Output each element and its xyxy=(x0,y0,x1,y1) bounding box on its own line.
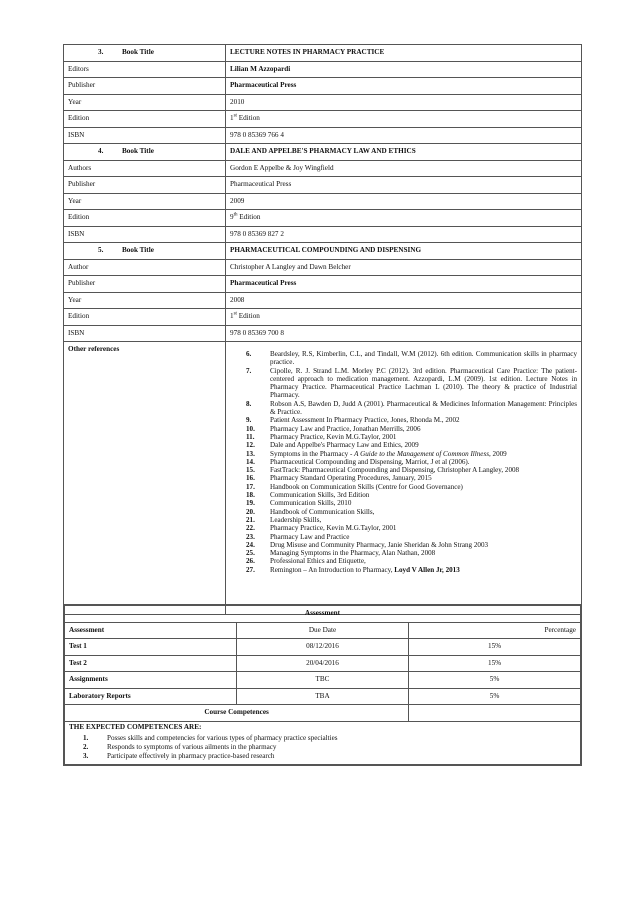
book-detail-label: ISBN xyxy=(64,226,226,243)
book-title-label: Book Title xyxy=(122,147,154,155)
reference-text: Dale and Appelbe's Pharmacy Law and Ethics, 2009 xyxy=(270,441,419,450)
reference-item xyxy=(230,416,577,424)
reference-item xyxy=(230,566,577,574)
reference-item xyxy=(230,524,577,532)
assessment-title: Assessment xyxy=(64,605,581,622)
competences-list xyxy=(69,734,576,761)
reference-number: 27. xyxy=(246,565,255,574)
assessment-row xyxy=(64,688,581,705)
competence-item xyxy=(69,743,576,752)
book-detail-value: Pharmaceutical Press xyxy=(226,177,582,194)
reference-text: Leadership Skills, xyxy=(270,515,322,524)
book-detail-value: Pharmaceutical Press xyxy=(226,276,582,293)
book-detail-row xyxy=(64,193,582,210)
reference-text: Pharmacy Practice, Kevin M.G.Taylor, 2001 xyxy=(270,432,397,441)
reference-item xyxy=(230,400,577,417)
reference-text: Pharmacy Law and Practice, Jonathan Merrills, 2006 xyxy=(270,424,421,433)
reference-italic-title: A Guide to the Management of Common Illness xyxy=(354,449,489,458)
competence-text: Responds to symptoms of various ailments in the pharmacy xyxy=(107,742,277,751)
reference-bold-text: Loyd V Allen Jr, 2013 xyxy=(394,565,460,574)
book-detail-value: 2009 xyxy=(226,193,582,210)
reference-item xyxy=(230,549,577,557)
competence-number: 3. xyxy=(83,751,89,760)
reference-item xyxy=(230,450,577,458)
reference-text: Communication Skills, 3rd Edition xyxy=(270,491,370,500)
reference-text: Pharmacy Law and Practice xyxy=(270,532,350,541)
reference-text-end: , 2009 xyxy=(488,449,507,458)
reference-text: Pharmaceutical Compounding and Dispensing, Marriot, J et al (2006). xyxy=(270,457,470,466)
assessment-header-row xyxy=(64,622,581,639)
reference-text: Robson A.S, Bawden D, Judd A (2001). Pharmaceutical & Medicines Information Management: Principles & Practice. xyxy=(270,399,577,417)
book-detail-label: Publisher xyxy=(64,177,226,194)
assessment-due-date: TBA xyxy=(236,688,408,705)
book-number: 4. xyxy=(98,147,104,155)
edition-text: Edition xyxy=(236,114,260,122)
assessment-percentage: 5% xyxy=(409,688,581,705)
reference-item xyxy=(230,433,577,441)
reference-number: 9. xyxy=(246,416,252,425)
book-detail-value: 2010 xyxy=(226,94,582,111)
reference-number: 13. xyxy=(246,449,255,458)
reference-number: 6. xyxy=(246,350,252,358)
assessment-percentage: 15% xyxy=(409,655,581,672)
competences-body xyxy=(64,721,581,765)
reference-text: Communication Skills, 2010 xyxy=(270,499,352,508)
book-detail-label: Year xyxy=(64,292,226,309)
edition-number: 1 xyxy=(230,312,234,320)
competence-text: Posses skills and competencies for various types of pharmacy practice specialties xyxy=(107,733,338,742)
book-detail-row xyxy=(64,61,582,78)
book-title-row xyxy=(64,45,582,62)
reference-number: 14. xyxy=(246,457,255,466)
reference-item xyxy=(230,516,577,524)
reference-number: 12. xyxy=(246,441,255,450)
book-detail-label: Publisher xyxy=(64,276,226,293)
book-title-label-cell xyxy=(64,243,226,260)
competence-number: 2. xyxy=(83,742,89,751)
book-detail-row xyxy=(64,210,582,227)
reference-number: 18. xyxy=(246,491,255,500)
book-detail-label: ISBN xyxy=(64,325,226,342)
book-detail-value xyxy=(226,111,582,128)
reference-number: 15. xyxy=(246,466,255,475)
book-detail-label: Edition xyxy=(64,210,226,227)
reference-number: 23. xyxy=(246,532,255,541)
edition-suffix: st xyxy=(233,113,237,119)
competences-heading: THE EXPECTED COMPETENCES ARE: xyxy=(69,722,202,731)
reference-text xyxy=(270,566,577,574)
reference-number: 25. xyxy=(246,549,255,558)
book-detail-row xyxy=(64,276,582,293)
reference-item xyxy=(230,557,577,565)
book-detail-value xyxy=(226,210,582,227)
assessment-row xyxy=(64,655,581,672)
reference-number: 24. xyxy=(246,540,255,549)
book-detail-value: 2008 xyxy=(226,292,582,309)
book-title-label: Book Title xyxy=(122,48,154,56)
assessment-due-date: TBC xyxy=(236,672,408,689)
reference-number: 8. xyxy=(246,399,252,408)
assessment-name: Test 2 xyxy=(64,655,236,672)
book-title-label: Book Title xyxy=(122,246,154,254)
reference-number: 17. xyxy=(246,482,255,491)
assessment-row xyxy=(64,672,581,689)
edition-suffix: st xyxy=(233,311,237,317)
competence-item xyxy=(69,734,576,743)
book-detail-label: Editors xyxy=(64,61,226,78)
reference-number: 7. xyxy=(246,366,252,375)
reference-text: Patient Assessment In Pharmacy Practice, Jones, Rhonda M., 2002 xyxy=(270,416,460,425)
book-detail-row xyxy=(64,177,582,194)
book-detail-row xyxy=(64,292,582,309)
competences-title: Course Competences xyxy=(64,705,409,722)
book-detail-row xyxy=(64,94,582,111)
book-number: 3. xyxy=(98,48,104,56)
edition-number: 9 xyxy=(230,213,234,221)
reference-item xyxy=(230,466,577,474)
book-detail-label: Publisher xyxy=(64,78,226,95)
book-detail-value: Christopher A Langley and Dawn Belcher xyxy=(226,259,582,276)
book-detail-value: Pharmaceutical Press xyxy=(226,78,582,95)
reference-item xyxy=(230,474,577,482)
assessment-column-header: Due Date xyxy=(236,622,408,639)
book-detail-value xyxy=(226,309,582,326)
book-detail-value: 978 0 85369 700 8 xyxy=(226,325,582,342)
book-detail-label: Author xyxy=(64,259,226,276)
book-detail-row xyxy=(64,325,582,342)
reference-item xyxy=(230,458,577,466)
reference-number: 19. xyxy=(246,499,255,508)
competences-blank-cell xyxy=(409,705,581,722)
book-detail-value: Gordon E Appelbe & Joy Wingfield xyxy=(226,160,582,177)
competence-item xyxy=(69,752,576,761)
book-detail-label: Authors xyxy=(64,160,226,177)
book-title: DALE AND APPELBE'S PHARMACY LAW AND ETHICS xyxy=(226,144,582,161)
books-table xyxy=(63,44,582,615)
book-title-label-cell xyxy=(64,45,226,62)
book-detail-value: 978 0 85369 766 4 xyxy=(226,127,582,144)
references-list xyxy=(230,350,577,574)
reference-text: Handbook on Communication Skills (Centre for Good Governance) xyxy=(270,482,463,491)
reference-number: 11. xyxy=(246,432,255,441)
edition-text: Edition xyxy=(237,213,261,221)
other-references-label: Other references xyxy=(64,342,226,615)
competences-title-row xyxy=(64,705,581,722)
reference-text: Beardsley, R.S, Kimberlin, C.L, and Tindall, W.M (2012). 6th edition. Communication skills in pharmacy practice. xyxy=(270,350,577,367)
assessment-column-header: Assessment xyxy=(64,622,236,639)
book-title: LECTURE NOTES IN PHARMACY PRACTICE xyxy=(226,45,582,62)
reference-text-start: Remington – An Introduction to Pharmacy, xyxy=(270,565,395,574)
book-detail-label: ISBN xyxy=(64,127,226,144)
book-detail-label: Edition xyxy=(64,111,226,128)
reference-text xyxy=(270,450,577,458)
assessment-due-date: 08/12/2016 xyxy=(236,639,408,656)
edition-number: 1 xyxy=(230,114,234,122)
book-detail-label: Edition xyxy=(64,309,226,326)
assessment-percentage: 5% xyxy=(409,672,581,689)
book-detail-row xyxy=(64,259,582,276)
reference-text-start: Symptoms in the Pharmacy - xyxy=(270,449,355,458)
reference-item xyxy=(230,441,577,449)
assessment-table xyxy=(63,604,582,766)
book-title-row xyxy=(64,144,582,161)
assessment-name: Laboratory Reports xyxy=(64,688,236,705)
edition-text: Edition xyxy=(236,312,260,320)
book-detail-row xyxy=(64,160,582,177)
book-detail-value: 978 0 85369 827 2 xyxy=(226,226,582,243)
reference-item xyxy=(230,425,577,433)
reference-number: 26. xyxy=(246,557,255,566)
assessment-name: Test 1 xyxy=(64,639,236,656)
reference-number: 21. xyxy=(246,515,255,524)
competences-body-row xyxy=(64,721,581,765)
reference-text: Pharmacy Practice, Kevin M.G.Taylor, 2001 xyxy=(270,524,397,533)
reference-item xyxy=(230,491,577,499)
reference-text: Pharmacy Standard Operating Procedures, January, 2015 xyxy=(270,474,432,483)
reference-item xyxy=(230,499,577,507)
reference-number: 10. xyxy=(246,424,255,433)
book-detail-value: Lilian M Azzopardi xyxy=(226,61,582,78)
reference-number: 22. xyxy=(246,524,255,533)
reference-item xyxy=(230,508,577,516)
reference-text: Drug Misuse and Community Pharmacy, Janie Sheridan & John Strang 2003 xyxy=(270,540,489,549)
reference-item xyxy=(230,350,577,367)
book-title-label-cell xyxy=(64,144,226,161)
book-detail-row xyxy=(64,78,582,95)
book-title-row xyxy=(64,243,582,260)
book-title: PHARMACEUTICAL COMPOUNDING AND DISPENSING xyxy=(226,243,582,260)
reference-text: Handbook of Communication Skills, xyxy=(270,507,375,516)
book-detail-row xyxy=(64,226,582,243)
competence-number: 1. xyxy=(83,733,89,742)
other-references-list-cell xyxy=(226,342,582,615)
book-number: 5. xyxy=(98,246,104,254)
book-detail-row xyxy=(64,111,582,128)
assessment-percentage: 15% xyxy=(409,639,581,656)
reference-item xyxy=(230,541,577,549)
other-references-row xyxy=(64,342,582,615)
competence-text: Participate effectively in pharmacy practice-based research xyxy=(107,751,275,760)
assessment-row xyxy=(64,639,581,656)
edition-suffix: th xyxy=(233,212,238,218)
reference-number: 16. xyxy=(246,474,255,483)
book-detail-row xyxy=(64,309,582,326)
assessment-title-row xyxy=(64,605,581,622)
reference-text: Professional Ethics and Etiquette, xyxy=(270,557,366,566)
book-detail-label: Year xyxy=(64,193,226,210)
reference-item xyxy=(230,533,577,541)
assessment-due-date: 20/04/2016 xyxy=(236,655,408,672)
reference-item xyxy=(230,367,577,400)
reference-text: FastTrack: Pharmaceutical Compounding and Dispensing, Christopher A Langley, 2008 xyxy=(270,466,520,475)
reference-number: 20. xyxy=(246,507,255,516)
assessment-name: Assignments xyxy=(64,672,236,689)
book-detail-label: Year xyxy=(64,94,226,111)
reference-item xyxy=(230,483,577,491)
assessment-column-header: Percentage xyxy=(409,622,581,639)
reference-text: Managing Symptoms in the Pharmacy, Alan Nathan, 2008 xyxy=(270,549,436,558)
book-detail-row xyxy=(64,127,582,144)
reference-text: Cipolle, R. J. Strand L.M. Morley P.C (2012). 3rd edition. Pharmaceutical Care Practice: The patient-centered approach to medication management. Azzopardi, L.M (2009). 1st edition. Lecture Notes in Pharmacy Practice. Pharmaceutical Practice Lachman L (2010). The theory & practice of Industrial Pharmacy. xyxy=(270,366,577,400)
